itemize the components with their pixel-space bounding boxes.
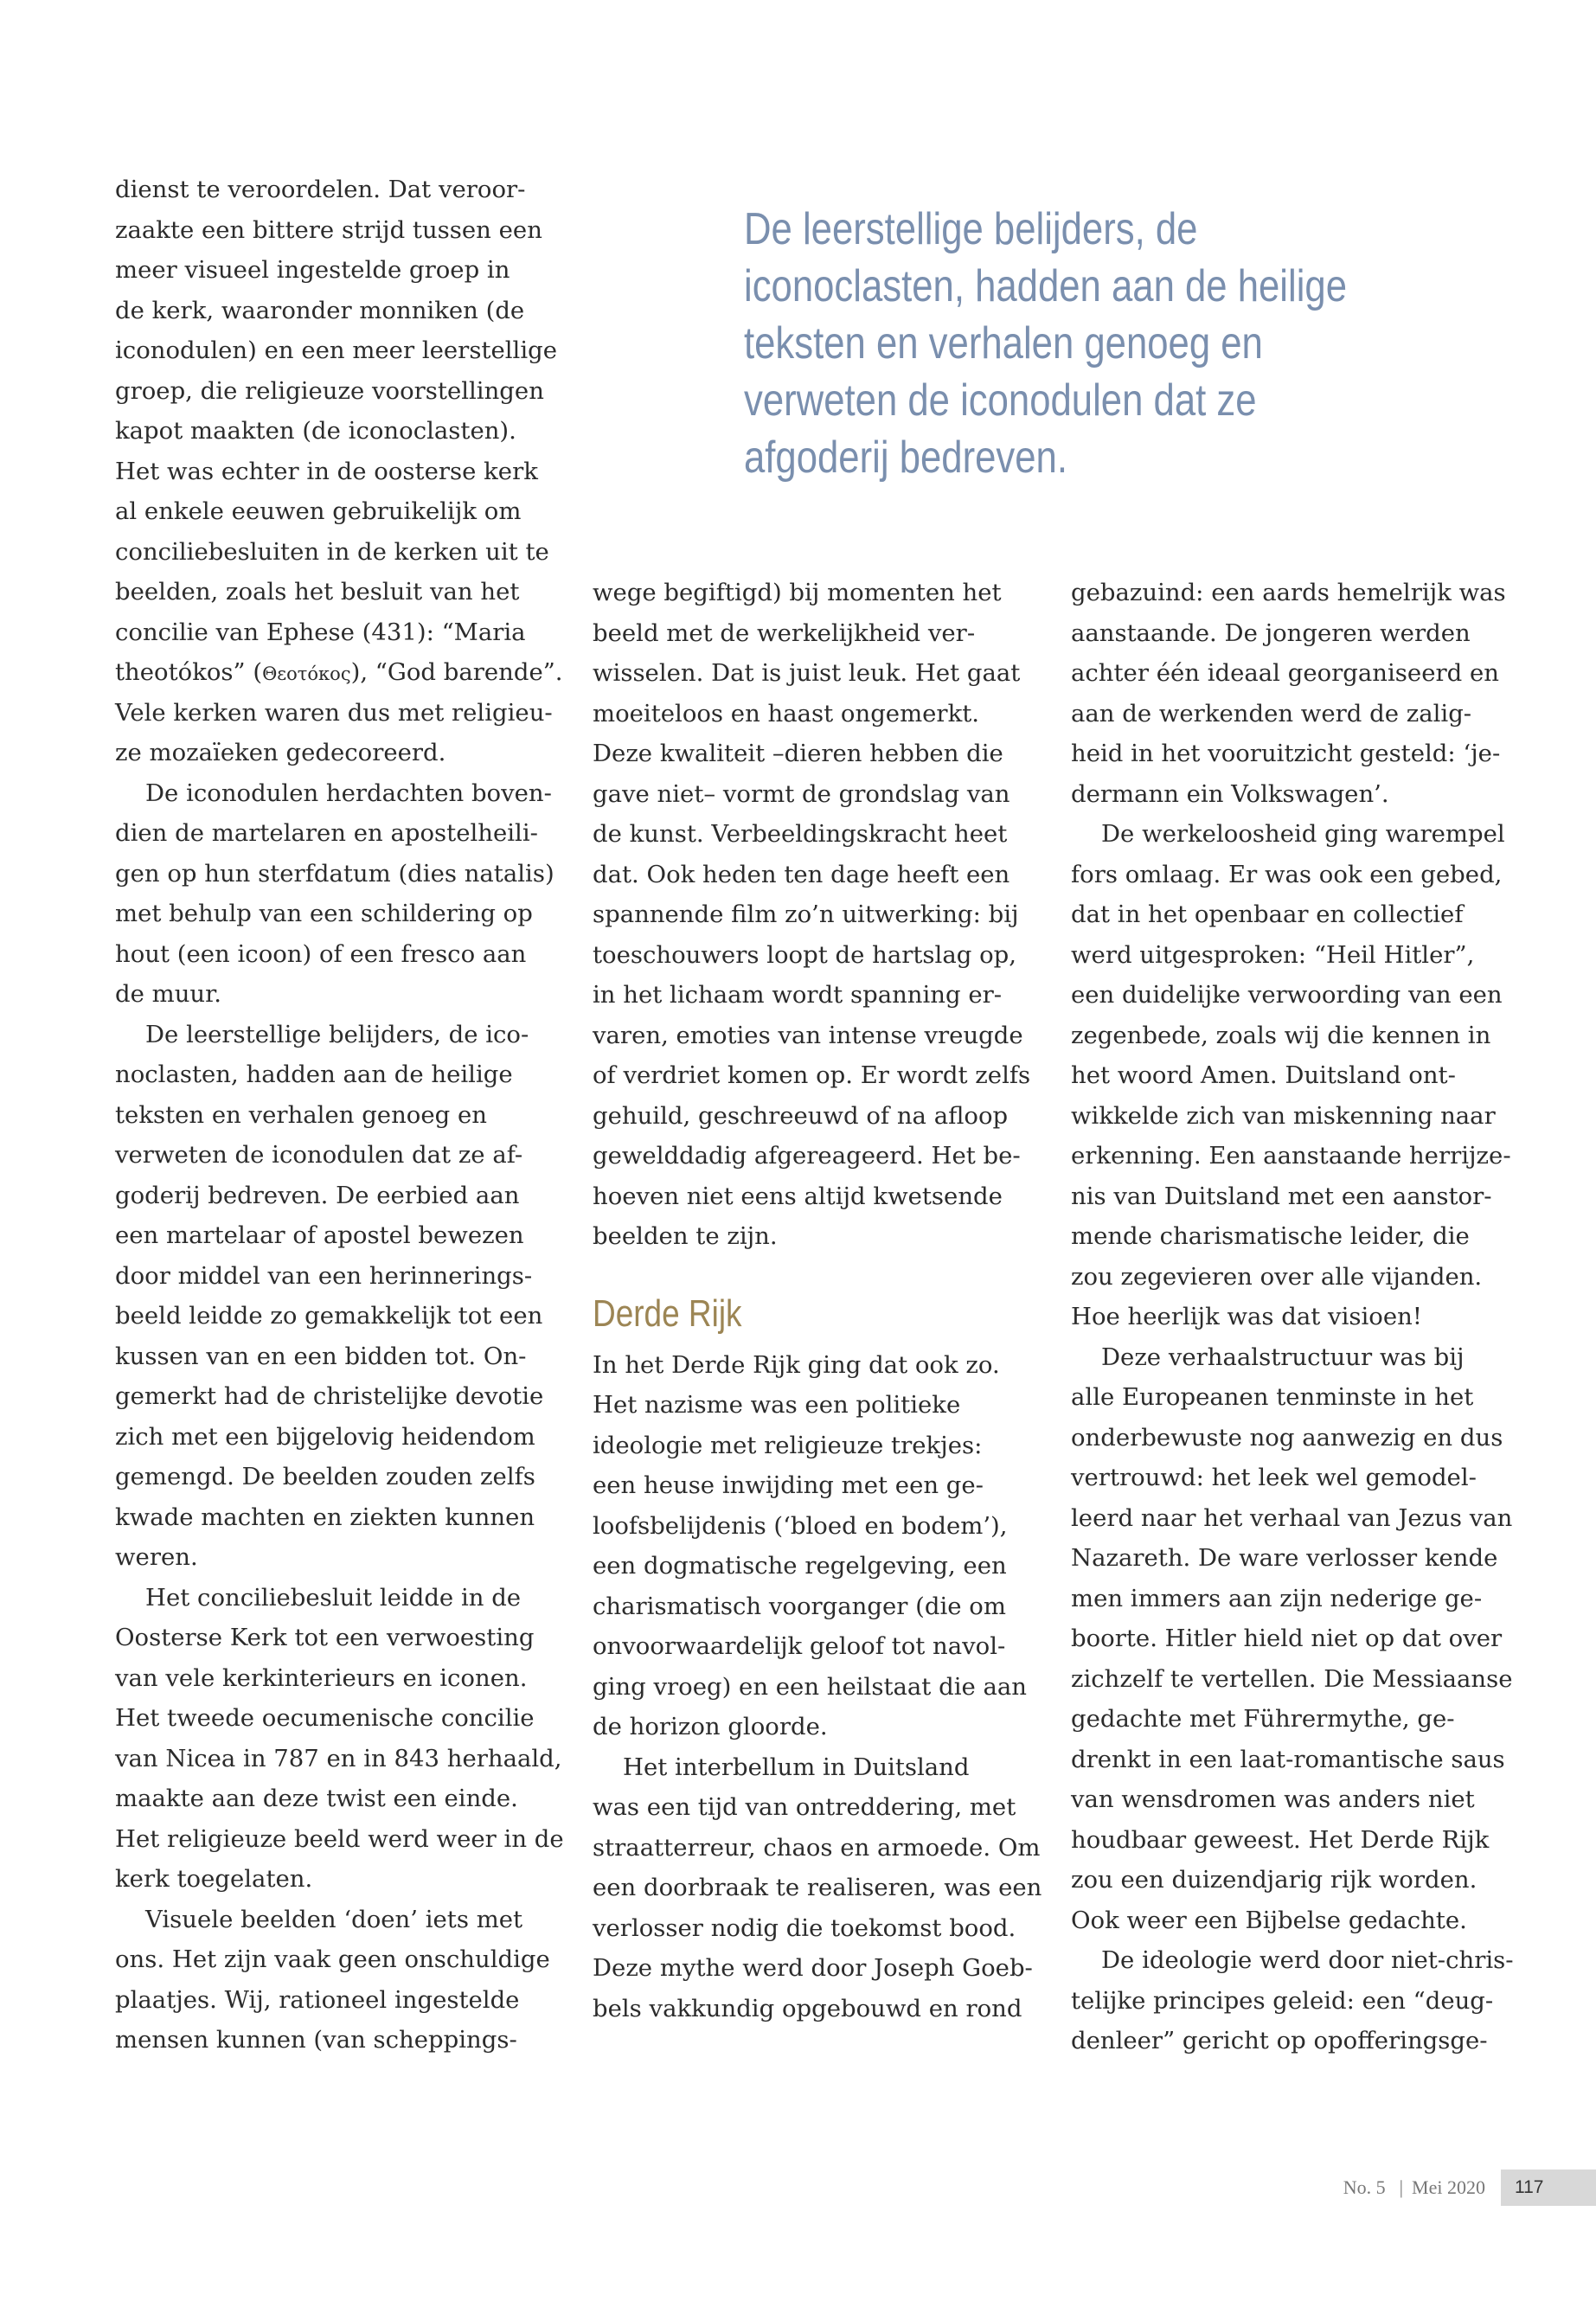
text-line: van vele kerkinterieurs en iconen. [115,1663,528,1692]
text-line: moeiteloos en haast ongemerkt. [593,699,980,727]
text-line: zou zegevieren over alle vijanden. [1071,1262,1483,1291]
text-line: Het was echter in de oosterse kerk [115,457,538,485]
text-line: charismatisch voorganger (die om [593,1592,1006,1620]
text-line: weren. [115,1543,198,1571]
text-line: onderbewuste nog aanwezig en dus [1071,1423,1503,1452]
text-line: denleer” gericht op opofferingsge- [1071,2027,1488,2054]
text-line: beeld met de werkelijkheid ver- [593,619,976,647]
text-line: spannende film zo’n uitwerking: bij [593,901,1019,928]
text-line: was een tijd van ontreddering, met [593,1793,1016,1821]
text-line: Het nazisme was een politieke [593,1391,961,1419]
text-line: Het interbellum in Duitsland [623,1753,970,1781]
text-line: iconodulen) en een meer leerstellige [115,336,558,364]
text-line: vertrouwd: het leek wel gemodel- [1071,1464,1477,1491]
text-line: van wensdromen was anders niet [1071,1785,1475,1813]
text-line: De werkeloosheid ging warempel [1101,820,1505,848]
text-line: een dogmatische regelgeving, een [593,1552,1007,1580]
text-line: loofsbelijdenis (‘bloed en bodem’), [593,1511,1008,1540]
text-line: dienst te veroordelen. Dat veroor- [115,176,526,203]
text-line: mensen kunnen (van scheppings- [115,2026,517,2054]
text-line: een heuse inwijding met een ge- [593,1471,984,1499]
text-line: De iconodulen herdachten boven- [145,779,552,807]
text-line: gewelddadig afgereageerd. Het be- [593,1142,1021,1170]
footer-separator: | [1399,2176,1404,2198]
text-line: teksten en verhalen genoeg en [115,1100,487,1129]
text-line: heid in het vooruitzicht gesteld: ‘je- [1071,740,1501,767]
text-line: meer visueel ingestelde groep in [115,256,510,284]
text-line: door middel van een herinnerings- [115,1261,533,1290]
text-line: straatterreur, chaos en armoede. Om [593,1833,1041,1862]
pull-quote-line: afgoderij bedreven. [744,433,1067,483]
text-line: beelden, zoals het besluit van het [115,578,520,606]
text-line: De ideologie werd door niet-chris- [1101,1946,1514,1974]
page-number: 117 [1501,2170,1596,2206]
text-line: maakte aan deze twist een einde. [115,1785,518,1812]
page-footer [1343,2170,1596,2206]
text-line: de muur. [115,980,221,1008]
text-line: werd uitgesproken: “Heil Hitler”, [1071,940,1475,969]
text-line: zou een duizendjarig rijk worden. [1071,1866,1477,1894]
text-line: Deze verhaalstructuur was bij [1101,1343,1465,1371]
text-line: Deze kwaliteit –dieren hebben die [593,740,1003,767]
text-line: noclasten, hadden aan de heilige [115,1061,513,1088]
issue-number: No. 5 [1343,2176,1386,2198]
text-line [115,652,563,693]
text-line: verlosser nodig die toekomst bood. [593,1913,1016,1942]
text-line: toeschouwers loopt de hartslag op, [593,940,1016,969]
text-line: mende charismatische leider, die [1071,1222,1470,1250]
pull-quote [744,201,1368,486]
text-line: beeld leidde zo gemakkelijk tot een [115,1302,543,1330]
text-line: gedachte met Führermythe, ge- [1071,1705,1455,1733]
text-line: van Nicea in 787 en in 843 herhaald, [115,1744,562,1772]
text-line: dien de martelaren en apostelheili- [115,819,538,847]
text-line: de kunst. Verbeeldingskracht heet [593,820,1008,848]
text-line: concilie van Ephese (431): “Maria [115,618,526,646]
pull-quote-line: De leerstellige belijders, de [744,204,1198,254]
text-line: drenkt in een laat-romantische saus [1071,1745,1505,1773]
text-line: zegenbede, zoals wij die kennen in [1071,1021,1491,1049]
text-line: goderij bedreven. De eerbied aan [115,1181,520,1209]
text-line: Deze mythe werd door Joseph Goeb- [593,1954,1033,1982]
text-line: kwade machten en ziekten kunnen [115,1503,535,1531]
text-line: Vele kerken waren dus met religieu- [115,698,553,727]
text-line: kussen van en een bidden tot. On- [115,1342,527,1370]
text-line: varen, emoties van intense vreugde [593,1021,1023,1049]
text-line: aanstaande. De jongeren werden [1071,619,1471,647]
text-line: nis van Duitsland met een aanstor- [1071,1182,1492,1210]
text-line: ze mozaïeken gedecoreerd. [115,739,446,766]
text-line: de kerk, waaronder monniken (de [115,296,525,324]
text-line: onvoorwaardelijk geloof tot navol- [593,1632,1006,1660]
text-line: aan de werkenden werd de zalig- [1071,699,1472,727]
text-line: dermann ein Volkswagen’. [1071,779,1389,808]
text-line: wege begiftigd) bij momenten het [593,579,1002,606]
text-line: alle Europeanen tenminste in het [1071,1383,1474,1411]
column-3 [1071,573,1514,2061]
text-line: fors omlaag. Er was ook een gebed, [1071,860,1503,888]
text-line: met behulp van een schildering op [115,900,533,927]
text-line: men immers aan zijn nederige ge- [1071,1584,1483,1612]
text-line: een martelaar of apostel bewezen [115,1221,524,1249]
text-line: kapot maakten (de iconoclasten). [115,417,516,445]
text-line: beelden te zijn. [593,1222,778,1250]
text-line: Ook weer een Bijbelse gedachte. [1071,1906,1467,1934]
text-line: Visuele beelden ‘doen’ iets met [145,1905,523,1933]
text-line: gemengd. De beelden zouden zelfs [115,1463,535,1490]
column-2 [593,573,1042,2029]
text-line: het woord Amen. Duitsland ont- [1071,1061,1456,1089]
text-line: verweten de iconodulen dat ze af- [115,1141,523,1169]
text-line: zaakte een bittere strijd tussen een [115,215,542,244]
text-line: conciliebesluiten in de kerken uit te [115,537,549,566]
text-line: plaatjes. Wij, rationeel ingestelde [115,1985,520,2014]
text-line: boorte. Hitler hield niet op dat over [1071,1625,1503,1652]
text-line: gemerkt had de christelijke devotie [115,1382,544,1410]
text-line: telijke principes geleid: een “deug- [1071,1986,1494,2015]
text-line: Het conciliebesluit leidde in de [145,1583,522,1612]
text-line: ons. Het zijn vaak geen onschuldige [115,1945,550,1973]
text-line: ideologie met religieuze trekjes: [593,1431,983,1459]
text-line: achter één ideaal georganiseerd en [1071,659,1499,687]
pull-quote-line: teksten en verhalen genoeg en [744,318,1263,369]
text-line: zichzelf te vertellen. Die Messiaanse [1071,1664,1513,1693]
text-line: hout (een icoon) of een fresco aan [115,939,527,968]
text-line: groep, die religieuze voorstellingen [115,376,544,405]
text-line: De leerstellige belijders, de ico- [145,1020,529,1048]
text-line: de horizon gloorde. [593,1713,828,1740]
text-line: wikkelde zich van miskenning naar [1071,1101,1496,1130]
pull-quote-line: iconoclasten, hadden aan de heilige [744,261,1348,311]
text-fragment: theotókos” ( [115,658,263,686]
text-line: Hoe heerlijk was dat visioen! [1071,1303,1422,1330]
text-line: zich met een bijgelovig heidendom [115,1422,535,1451]
text-line: gen op hun sterfdatum (dies natalis) [115,859,554,888]
text-line: In het Derde Rijk ging dat ook zo. [593,1350,1000,1379]
text-line: gave niet– vormt de grondslag van [593,779,1010,808]
section-heading: Derde Rijk [593,1292,742,1335]
text-line: een doorbraak te realiseren, was een [593,1874,1042,1901]
text-line: Nazareth. De ware verlosser kende [1071,1544,1498,1572]
text-fragment: ), “God barende”. [350,658,563,686]
text-line: leerd naar het verhaal van Jezus van [1071,1503,1513,1532]
text-line: Het tweede oecumenische concilie [115,1704,535,1732]
pull-quote-line: verweten de iconodulen dat ze [744,375,1257,426]
text-line: erkenning. Een aanstaande herrijze- [1071,1142,1511,1170]
text-line: Oosterse Kerk tot een verwoesting [115,1624,535,1651]
text-line: gebazuind: een aards hemelrijk was [1071,579,1506,606]
text-line: dat in het openbaar en collectief [1071,901,1464,928]
column-1 [115,170,564,2061]
greek-word: Θεοτόκος [262,663,351,684]
text-line: of verdriet komen op. Er wordt zelfs [593,1061,1031,1089]
text-line: houdbaar geweest. Het Derde Rijk [1071,1825,1490,1854]
text-line: bels vakkundig opgebouwd en rond [593,1994,1022,2022]
text-line: een duidelijke verwoording van een [1071,981,1503,1009]
text-line: in het lichaam wordt spanning er- [593,981,1003,1009]
text-line: dat. Ook heden ten dage heeft een [593,860,1010,888]
text-line: kerk toegelaten. [115,1865,313,1893]
text-line: wisselen. Dat is juist leuk. Het gaat [593,659,1021,687]
text-line: al enkele eeuwen gebruikelijk om [115,497,522,525]
issue-date: Mei 2020 [1412,2176,1485,2198]
text-line: Het religieuze beeld werd weer in de [115,1824,564,1853]
text-line: hoeven niet eens altijd kwetsende [593,1182,1003,1210]
text-line: gehuild, geschreeuwd of na afloop [593,1101,1009,1130]
text-line: ging vroeg) en een heilstaat die aan [593,1672,1028,1701]
